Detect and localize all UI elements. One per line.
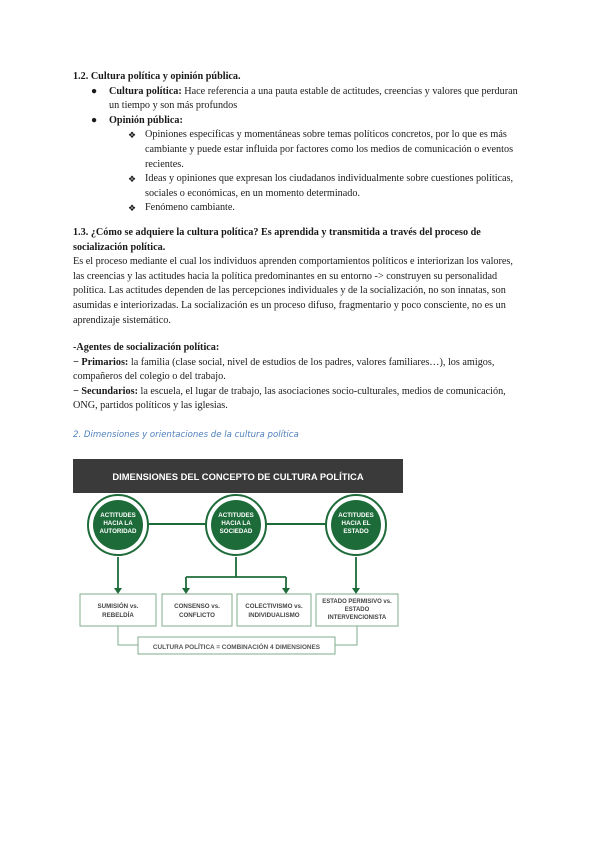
box-line: INTERVENCIONISTA [327, 615, 387, 621]
box-line: INDIVIDUALISMO [248, 612, 300, 619]
circle-line: ESTADO [343, 528, 369, 535]
diagram-svg [73, 459, 403, 659]
box-consenso [162, 594, 232, 626]
circle-line: ACTITUDES [100, 512, 136, 519]
section-1-3-body: Es el proceso mediante el cual los individuos aprenden comportamientos políticos e interiorizan los valores, las creencias y las actitudes hacia la política predominantes en su entorno -> construyen su personalidad política. Las actitudes dependen de las percepciones individuales y de la socialización, no son innatas, son asumidas e interiorizadas. La socialización es un proceso difuso, fragmentario y poco consciente, no es un aprendizaje sistemático. [73, 256, 513, 326]
section-1-3-title: 1.3. ¿Cómo se adquiere la cultura política? Es aprendida y transmitida a través del proceso de socialización política. [73, 226, 481, 253]
bullet-dot-icon: ● [91, 114, 98, 126]
spacer [73, 216, 525, 226]
footer-text: CULTURA POLÍTICA = COMBINACIÓN 4 DIMENSIONES [152, 644, 321, 651]
box-line: CONSENSO vs. [174, 603, 220, 610]
section-1-2-title: 1.2. Cultura política y opinión pública. [73, 71, 241, 82]
box-line: SUMISIÓN vs. [97, 603, 139, 610]
agents-secondary-label: − Secundarios: [73, 385, 138, 397]
circle-sociedad [206, 495, 266, 555]
dimensions-diagram [73, 459, 403, 659]
agents-primary-text: la familia (clase social, nivel de estudios de los padres, valores familiares…), los amigos, compañeros del colegio o del trabajo. [73, 356, 495, 383]
box-line: CONFLICTO [179, 612, 215, 619]
sub-bullet-2 [73, 172, 525, 201]
sub-bullet-1 [73, 128, 525, 172]
circle-line: HACIA LA [103, 520, 133, 527]
agents-title: -Agentes de socialización política: [73, 342, 220, 354]
box-estado-permisivo [316, 594, 398, 626]
sub-bullet-text: Fenómeno cambiante. [145, 202, 235, 214]
diamond-bullet-icon: ❖ [128, 203, 137, 214]
bullet-opinion-publica [73, 114, 525, 129]
bullet-label: Opinión pública: [109, 114, 183, 126]
spacer [73, 328, 525, 341]
agents-primary-label: − Primarios: [73, 356, 129, 368]
agents-secondary-text: la escuela, el lugar de trabajo, las asociaciones socio-culturales, medios de comunicación, ONG, partidos políticos y las iglesias. [73, 385, 506, 412]
arrow-heads [114, 588, 360, 594]
circle-line: ACTITUDES [218, 512, 254, 519]
diagram-arrows [118, 557, 356, 589]
bullet-text: Hace referencia a una pauta estable de actitudes, creencias y valores que perduran un tiempo y son más profundos [109, 85, 518, 112]
box-line: COLECTIVISMO vs. [245, 603, 303, 610]
sub-bullet-3 [73, 201, 525, 216]
bullet-label: Cultura política: [109, 85, 182, 97]
agents-primary [73, 356, 525, 385]
box-sumision [80, 594, 156, 626]
section-2-title: 2. Dimensiones y orientaciones de la cultura política [73, 430, 299, 441]
agents-secondary [73, 385, 525, 414]
diamond-bullet-icon: ❖ [128, 130, 137, 141]
circle-line: AUTORIDAD [99, 528, 137, 535]
circle-line: HACIA EL [341, 520, 371, 527]
circle-estado [326, 495, 386, 555]
sub-bullet-text: Ideas y opiniones que expresan los ciudadanos individualmente sobre cuestiones políticas, sociales o económicas, en un momento determinado. [145, 173, 514, 199]
circle-line: ACTITUDES [338, 512, 374, 519]
sub-bullet-text: Opiniones específicas y momentáneas sobre temas políticos concretos, por lo que es más cambiante y puede estar influida por factores como los medios de comunicación o eventos recientes. [145, 129, 514, 170]
circle-line: HACIA LA [221, 520, 251, 527]
document-body [73, 70, 525, 443]
bullet-dot-icon: ● [91, 85, 98, 97]
diagram-header-text: DIMENSIONES DEL CONCEPTO DE CULTURA POLÍTICA [112, 471, 364, 482]
box-line: ESTADO [344, 607, 370, 613]
box-colectivismo [237, 594, 311, 626]
bullet-cultura-politica [73, 85, 525, 114]
box-line: REBELDÍA [102, 612, 134, 619]
circle-line: SOCIEDAD [219, 528, 253, 535]
box-line: ESTADO PERMISIVO vs. [322, 599, 392, 605]
diamond-bullet-icon: ❖ [128, 174, 137, 185]
circle-autoridad [88, 495, 148, 555]
